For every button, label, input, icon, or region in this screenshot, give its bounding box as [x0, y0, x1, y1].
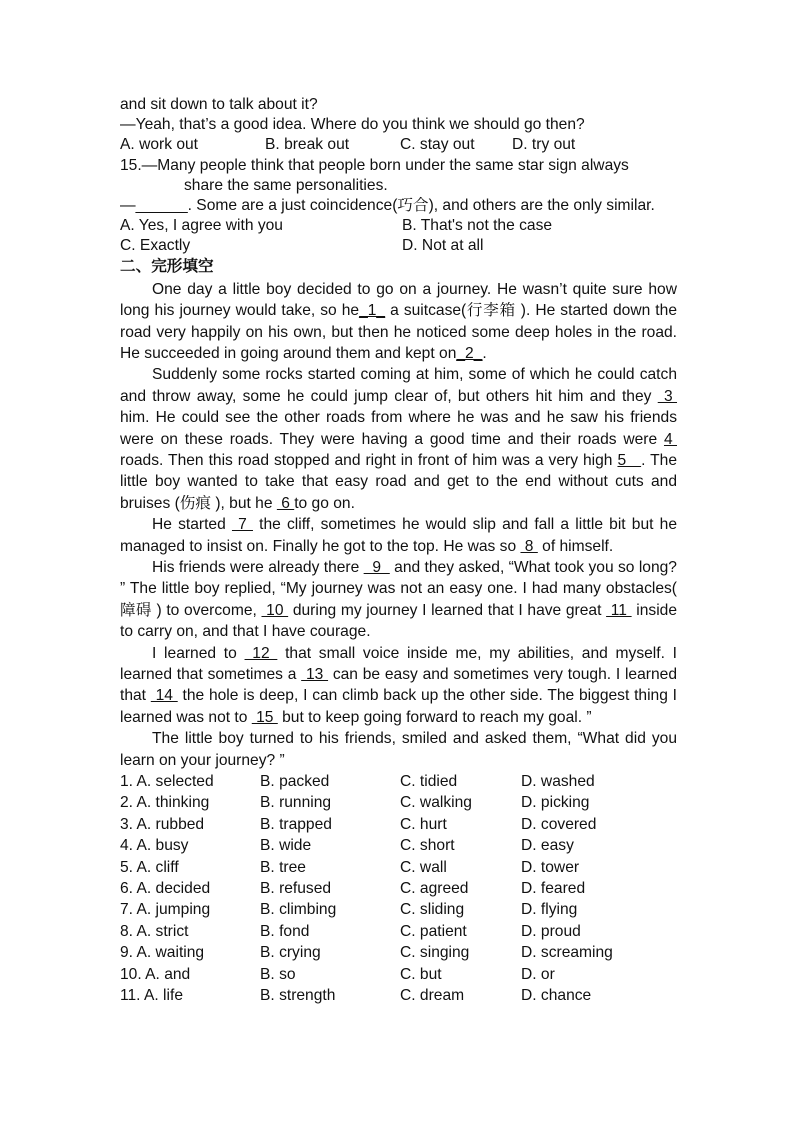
passage-text: can be easy and sometimes very tough. I learned that [120, 666, 677, 705]
choice-row [120, 857, 677, 878]
question-14-stem-end: and sit down to talk about it? [120, 96, 318, 113]
choice-c: C. wall [400, 858, 447, 876]
passage-text: One day a little boy decided to go on a journey. He wasn’t quite sure how long his journey would take, so he [120, 280, 677, 320]
choice-c: C. hurt [400, 815, 447, 833]
cloze-blank: 10 [261, 601, 289, 619]
choice-a: 6. A. decided [120, 879, 211, 897]
choice-c: C. singing [400, 944, 470, 962]
choice-c: C. but [400, 965, 442, 983]
passage-paragraph [120, 643, 677, 729]
passage-paragraph [120, 557, 677, 643]
choice-c: C. sliding [400, 901, 465, 919]
choice-d: D. screaming [521, 944, 613, 962]
passage-text: that small voice inside me, my abilities, and myself. I learned that sometimes a [120, 644, 677, 683]
passage-text: inside to carry on, and that I have courage. [120, 601, 678, 641]
choice-d: D. picking [521, 794, 590, 812]
choice-row [120, 985, 677, 1006]
passage-paragraph [120, 514, 677, 557]
passage-text: Suddenly some rocks started coming at him, some of which he could catch and throw away, some he could jump clear of, but others hit him and they [120, 366, 677, 405]
choice-row [120, 921, 677, 942]
passage-text: He started [152, 516, 232, 534]
passage-text: of himself. [537, 537, 614, 555]
question-14-options [120, 135, 677, 155]
cloze-blank: _2_ [456, 344, 483, 362]
passage-text: a suitcase(行李箱 ). He started down the road very happily on his own, but then he noticed some deep holes in the road. He succeeded in going around them and kept on [120, 302, 677, 362]
passage-text: . [482, 344, 487, 362]
choice-a: 5. A. cliff [120, 858, 179, 876]
cloze-blank: 5 [617, 451, 642, 469]
choice-b: B. wide [260, 837, 312, 855]
cloze-blank: 13 [301, 666, 329, 683]
choice-a: 2. A. thinking [120, 794, 210, 812]
choice-c: C. patient [400, 922, 467, 940]
cloze-blank: 4 [663, 430, 677, 448]
choice-b: B. running [260, 794, 332, 812]
passage-text: and they asked, “What took you so long? ” The little boy replied, “My journey was not an easy one. I had many obstacles( 障碍 ) to overcome, [120, 558, 677, 619]
choice-row [120, 964, 677, 985]
passage-text: I learned to [152, 644, 245, 662]
choice-b: B. climbing [260, 901, 337, 919]
choice-a: 9. A. waiting [120, 944, 205, 962]
cloze-blank: 9 [363, 558, 390, 576]
choice-c: C. short [400, 837, 455, 855]
passage-paragraph [120, 728, 677, 771]
choice-d: D. proud [521, 922, 581, 940]
choice-a: 1. A. selected [120, 773, 214, 791]
cloze-passage [120, 279, 677, 771]
choice-a: 10. A. and [120, 965, 191, 983]
passage-text: His friends were already there [152, 558, 364, 576]
choice-row [120, 878, 677, 899]
choice-b: B. tree [260, 858, 306, 876]
choice-row [120, 771, 677, 792]
option-b: B. That's not the case [402, 217, 553, 235]
choice-d: D. chance [521, 986, 592, 1004]
option-a: A. Yes, I agree with you [120, 217, 283, 235]
question-15-reply: —______. Some are a just coincidence(巧合), and others are the only similar. [120, 196, 655, 214]
passage-text: during my journey I learned that I have great [288, 601, 607, 619]
choice-d: D. covered [521, 815, 597, 833]
option-d: D. try out [512, 136, 576, 154]
option-a: A. work out [120, 136, 198, 154]
cloze-blank: 15 [251, 708, 278, 726]
passage-text: . The little boy wanted to take that easy road and get to the end without cuts and bruises (伤痕 ), but he [120, 451, 677, 512]
question-15-stem-continued: share the same personalities. [184, 176, 388, 194]
document-page [120, 95, 677, 1006]
choice-c: C. walking [400, 794, 472, 812]
option-d: D. Not at all [402, 237, 484, 255]
choice-c: C. tidied [400, 773, 458, 791]
cloze-blank: 11 [606, 601, 632, 619]
option-c: C. Exactly [120, 237, 191, 255]
choice-row [120, 814, 677, 835]
choice-row [120, 942, 677, 963]
passage-text: but to keep going forward to reach my goal. ” [277, 708, 592, 726]
choice-c: C. dream [400, 986, 465, 1004]
passage-paragraph [120, 279, 677, 365]
passage-text: roads. Then this road stopped and right in front of him was a very high [120, 451, 618, 469]
choice-c: C. agreed [400, 879, 469, 897]
passage-text: the hole is deep, I can climb back up the other side. The biggest thing I learned was not to [120, 687, 678, 726]
passage-text: him. He could see the other roads from where he was and he saw his friends were on these roads. They were having a good time and their roads were [120, 409, 677, 448]
choice-a: 7. A. jumping [120, 901, 211, 919]
choice-a: 3. A. rubbed [120, 815, 205, 833]
choice-d: D. tower [521, 858, 580, 876]
question-15-options-row-2 [120, 236, 677, 256]
cloze-blank: _1_ [359, 302, 386, 320]
passage-paragraph [120, 364, 677, 514]
question-15-options-row-1 [120, 216, 677, 236]
cloze-blank: 8 [520, 537, 538, 555]
choice-b: B. trapped [260, 815, 332, 833]
cloze-blank: 14 [150, 687, 178, 705]
choice-b: B. so [260, 965, 296, 983]
cloze-blank: 7 [231, 516, 253, 534]
cloze-blank: 3 [657, 387, 678, 405]
cloze-blank: 6 [276, 494, 295, 512]
choice-d: D. washed [521, 773, 595, 791]
question-15-stem: 15.—Many people think that people born under the same star sign always [120, 156, 629, 174]
choice-b: B. packed [260, 773, 330, 791]
choice-b: B. fond [260, 922, 310, 940]
choice-a: 4. A. busy [120, 837, 189, 855]
choice-b: B. refused [260, 879, 332, 897]
choice-d: D. flying [521, 901, 578, 919]
passage-text: to go on. [294, 494, 355, 512]
choice-b: B. crying [260, 944, 321, 962]
cloze-choices [120, 771, 677, 1006]
choice-b: B. strength [260, 986, 336, 1004]
passage-text: The little boy turned to his friends, smiled and asked them, “What did you learn on your journey? ” [120, 730, 677, 769]
passage-text: the cliff, sometimes he would slip and fall a little bit but he managed to insist on. Finally he got to the top. He was so [120, 516, 677, 555]
choice-row [120, 835, 677, 856]
option-c: C. stay out [400, 136, 475, 154]
option-b: B. break out [265, 136, 350, 154]
choice-a: 8. A. strict [120, 922, 189, 940]
choice-d: D. easy [521, 837, 574, 855]
cloze-blank: 12 [244, 644, 278, 662]
question-14-dialogue-reply: —Yeah, that’s a good idea. Where do you think we should go then? [120, 116, 585, 134]
section-title: 二、完形填空 [120, 257, 214, 275]
choice-row [120, 792, 677, 813]
choice-d: D. feared [521, 879, 586, 897]
choice-a: 11. A. life [120, 986, 183, 1004]
choice-row [120, 899, 677, 920]
choice-d: D. or [521, 965, 555, 983]
